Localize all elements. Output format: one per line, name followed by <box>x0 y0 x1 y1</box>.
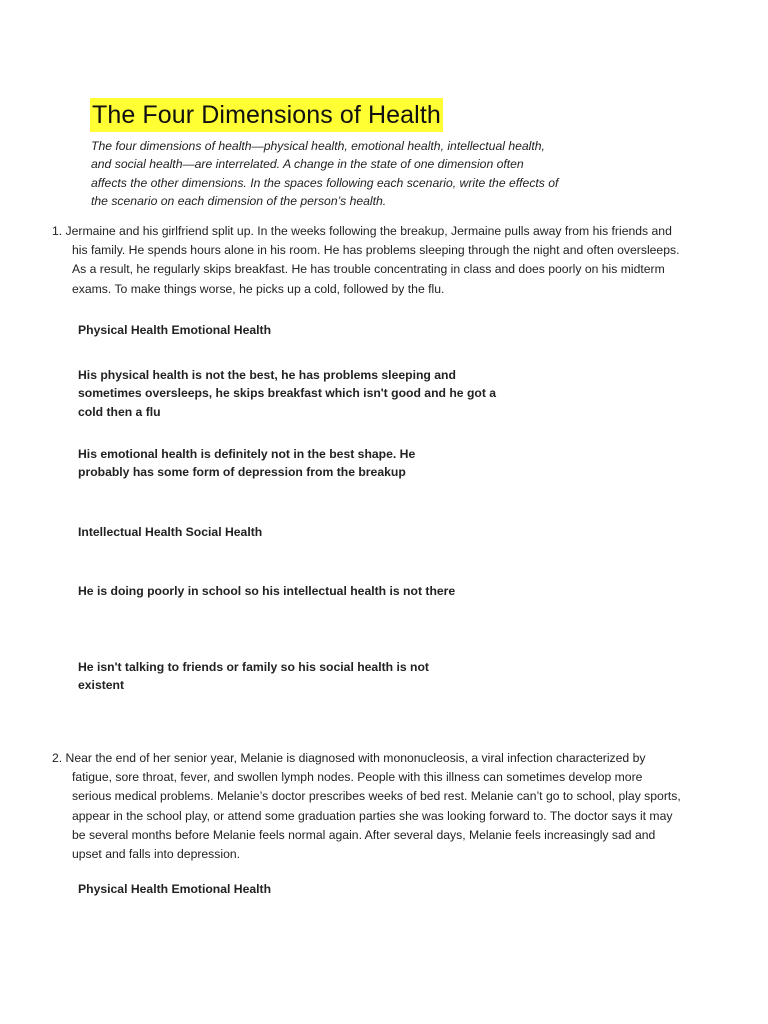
page-title: The Four Dimensions of Health <box>90 98 443 132</box>
scenario-1-answer-emotional: His emotional health is definitely not in the best shape. He probably has some form of depression from the breakup <box>78 447 416 480</box>
scenario-1-answer-physical: His physical health is not the best, he has problems sleeping and sometimes oversleeps, he skips breakfast which isn't good and he got a cold then a flu <box>78 368 497 419</box>
scenario-1-answer-social: He isn't talking to friends or family so his social health is not existent <box>78 660 429 693</box>
scenario-1-heading-intellectual-social: Intellectual Health Social Health <box>78 525 263 539</box>
scenario-1-answer-intellectual: He is doing poorly in school so his intellectual health is not there <box>78 584 456 598</box>
intro-paragraph: The four dimensions of health—physical health, emotional health, intellectual health, and social health—are interrelated. A change in the state of one dimension often affects the other dimensions. In the spaces following each scenario, write the effects of the scenario on each dimension of the person’s health. <box>91 139 559 208</box>
scenario-1-text: 1. Jermaine and his girlfriend split up. In the weeks following the breakup, Jermaine pulls away from his friends and his family. He spends hours alone in his room. He has problems sleeping through the night and often oversleeps. As a result, he regularly skips breakfast. He has trouble concentrating in class and does poorly on his midterm exams. To make things worse, he picks up a cold, followed by the flu. <box>52 224 680 296</box>
scenario-2-text: 2. Near the end of her senior year, Melanie is diagnosed with mononucleosis, a viral infection characterized by fatigue, sore throat, fever, and swollen lymph nodes. People with this illness can sometimes develop more serious medical problems. Melanie’s doctor prescribes weeks of bed rest. Melanie can’t go to school, play sports, appear in the school play, or attend some graduation parties she was looking forward to. The doctor says it may be several months before Melanie feels normal again. After several days, Melanie feels increasingly sad and upset and falls into depression. <box>52 751 681 862</box>
scenario-1-heading-physical-emotional: Physical Health Emotional Health <box>78 323 272 337</box>
scenario-2-heading-physical-emotional: Physical Health Emotional Health <box>78 882 272 896</box>
